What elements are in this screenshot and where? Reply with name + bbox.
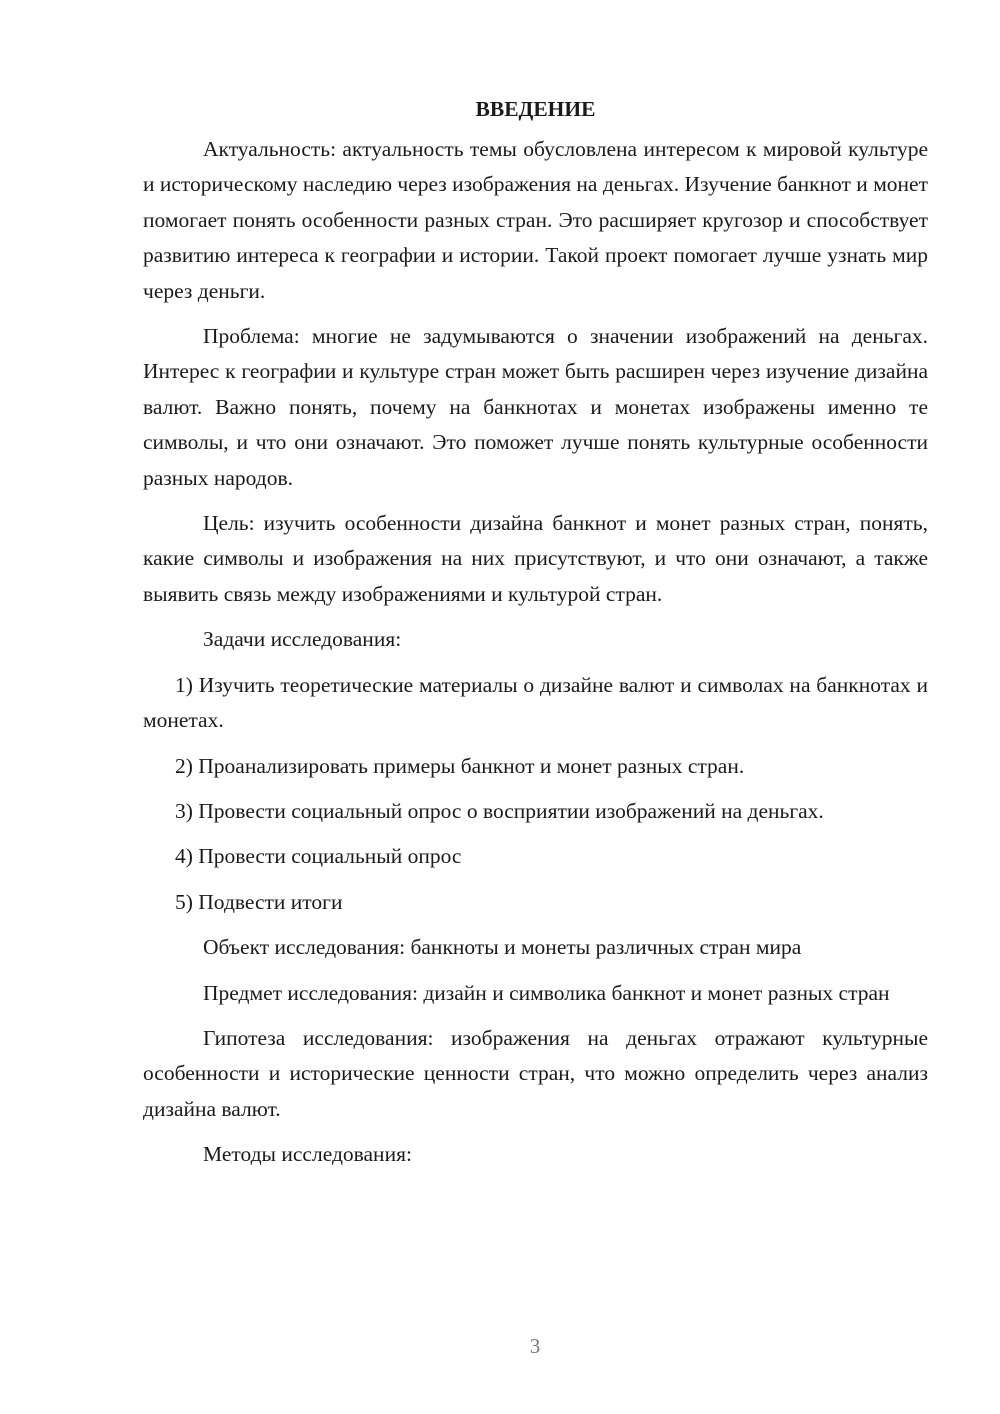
paragraph-relevance: Актуальность: актуальность темы обусловлена интересом к мировой культуре и историческому наследию через изображения на деньгах. Изучение банкнот и монет помогает понять особенности разных стран. Это расширяет кругозор и способствует развитию интереса к географии и истории. Такой проект помогает лучше узнать мир через деньги. [143, 137, 928, 303]
paragraph-goal: Цель: изучить особенности дизайна банкнот и монет разных стран, понять, какие символы и изображения на них присутствуют, и что они означают, а также выявить связь между изображениями и культурой стран. [143, 511, 928, 606]
paragraph-object: Объект исследования: банкноты и монеты различных стран мира [203, 935, 802, 960]
paragraph-methods: Методы исследования: [203, 1142, 412, 1167]
task-item-4: 4) Провести социальный опрос [175, 844, 462, 869]
task-item-3: 3) Провести социальный опрос о восприятии изображений на деньгах. [175, 798, 824, 823]
paragraph-hypothesis: Гипотеза исследования: изображения на деньгах отражают культурные особенности и исторические ценности стран, что можно определить через анализ дизайна валют. [143, 1025, 928, 1121]
task-item-5: 5) Подвести итоги [175, 889, 343, 914]
task-item-2: 2) Проанализировать примеры банкнот и монет разных стран. [175, 753, 745, 778]
document-body [143, 92, 928, 1183]
page-number: 3 [529, 1334, 541, 1358]
paragraph-subject: Предмет исследования: дизайн и символика банкнот и монет разных стран [203, 980, 890, 1005]
task-item-1: 1) Изучить теоретические материалы о дизайне валют и символах на банкнотах и монетах. [143, 672, 928, 733]
section-title: ВВЕДЕНИЕ [475, 97, 596, 121]
paragraph-problem: Проблема: многие не задумываются о значении изображений на деньгах. Интерес к географии и культуре стран может быть расширен через изучение дизайна валют. Важно понять, почему на банкнотах и монетах изображены именно те символы, и что они означают. Это поможет лучше понять культурные особенности разных народов. [143, 324, 928, 490]
paragraph-tasks-heading: Задачи исследования: [203, 627, 402, 652]
